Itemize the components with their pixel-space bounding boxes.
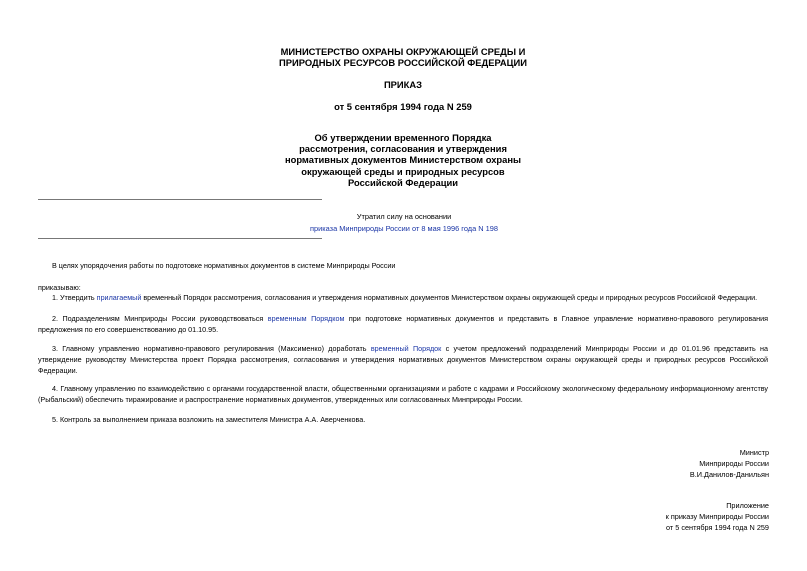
intro-paragraph: В целях упорядочения работы по подготовке нормативных документов в системе Минприроды России bbox=[52, 261, 396, 270]
signatory-name: В.И.Данилов-Данильян bbox=[689, 470, 769, 480]
ministry-name-line1: МИНИСТЕРСТВО ОХРАНЫ ОКРУЖАЮЩЕЙ СРЕДЫ И bbox=[280, 46, 526, 57]
document-subject bbox=[150, 132, 656, 188]
appendix-order-date: от 5 сентября 1994 года N 259 bbox=[666, 523, 769, 532]
repeal-order-link[interactable]: приказа Минприроды России от 8 мая 1996 года N 198 bbox=[310, 224, 498, 233]
divider-bottom bbox=[38, 238, 322, 239]
subject-line: окружающей среды и природных ресурсов bbox=[301, 165, 505, 177]
status-note bbox=[260, 211, 548, 235]
status-note-text: Утратил силу на основании bbox=[356, 212, 452, 221]
clause-2-text-after: при подготовке нормативных документов и представить в Главное управление нормативно-правового регулирования предложения по его совершенствованию до 01.10.95. bbox=[38, 314, 768, 334]
clause-2 bbox=[38, 313, 768, 335]
document-type: ПРИКАЗ bbox=[383, 79, 423, 90]
subject-line: Российской Федерации bbox=[347, 176, 459, 188]
clause-3 bbox=[38, 343, 768, 376]
appendix-order-ref: к приказу Минприроды России bbox=[665, 512, 769, 521]
temporary-procedure-link-2[interactable]: временный Порядок bbox=[370, 344, 442, 353]
clause-4: 4. Главному управлению по взаимодействию с органами государственной власти, общественными организациями и работе с кадрами и Российскому экологическому федеральному информационному агентству (Рыбальский) обеспечить тиражирование и распространение нормативных документов, утвержденных или согласованных Минприроды России. bbox=[38, 384, 768, 404]
clause-3-text-after: с учетом предложений подразделений Минприроды России и до 01.01.96 представить на утверждение руководству Министерства проект Порядка рассмотрения, согласования и утверждения нормативных документов Министерством охраны окружающей среды и природных ресурсов Российской Федерации. bbox=[38, 344, 768, 375]
clause-1 bbox=[38, 292, 768, 303]
signatory-title: Министр bbox=[739, 448, 769, 457]
signature-block bbox=[529, 447, 769, 481]
temporary-procedure-link[interactable]: временным Порядком bbox=[267, 314, 345, 323]
subject-line: Об утверждении временного Порядка bbox=[314, 132, 492, 143]
document-date-number: от 5 сентября 1994 года N 259 bbox=[334, 101, 472, 112]
ministry-name bbox=[150, 46, 656, 68]
appendix-label: Приложение bbox=[726, 501, 769, 510]
divider-top bbox=[38, 199, 322, 200]
clause-2-text-before: 2. Подразделениям Минприроды России руководствоваться bbox=[52, 314, 268, 323]
ministry-name-line2: ПРИРОДНЫХ РЕСУРСОВ РОССИЙСКОЙ ФЕДЕРАЦИИ bbox=[279, 57, 527, 68]
attached-procedure-link[interactable]: прилагаемый bbox=[96, 293, 142, 302]
clause-1-text-after: временный Порядок рассмотрения, согласования и утверждения нормативных документов Министерством охраны окружающей среды и природных ресурсов Российской Федерации. bbox=[141, 293, 758, 302]
subject-line: нормативных документов Министерством охраны bbox=[284, 154, 522, 166]
clause-3-text-before: 3. Главному управлению нормативно-правового регулирования (Максименко) доработать bbox=[52, 344, 371, 353]
subject-line: рассмотрения, согласования и утверждения bbox=[299, 143, 507, 155]
clause-5: 5. Контроль за выполнением приказа возложить на заместителя Министра А.А. Аверченкова. bbox=[52, 415, 366, 424]
clause-1-text-before: 1. Утвердить bbox=[52, 293, 97, 302]
signatory-org: Минприроды России bbox=[699, 459, 769, 469]
preamble: приказываю: bbox=[38, 283, 81, 292]
appendix-reference bbox=[529, 500, 769, 533]
